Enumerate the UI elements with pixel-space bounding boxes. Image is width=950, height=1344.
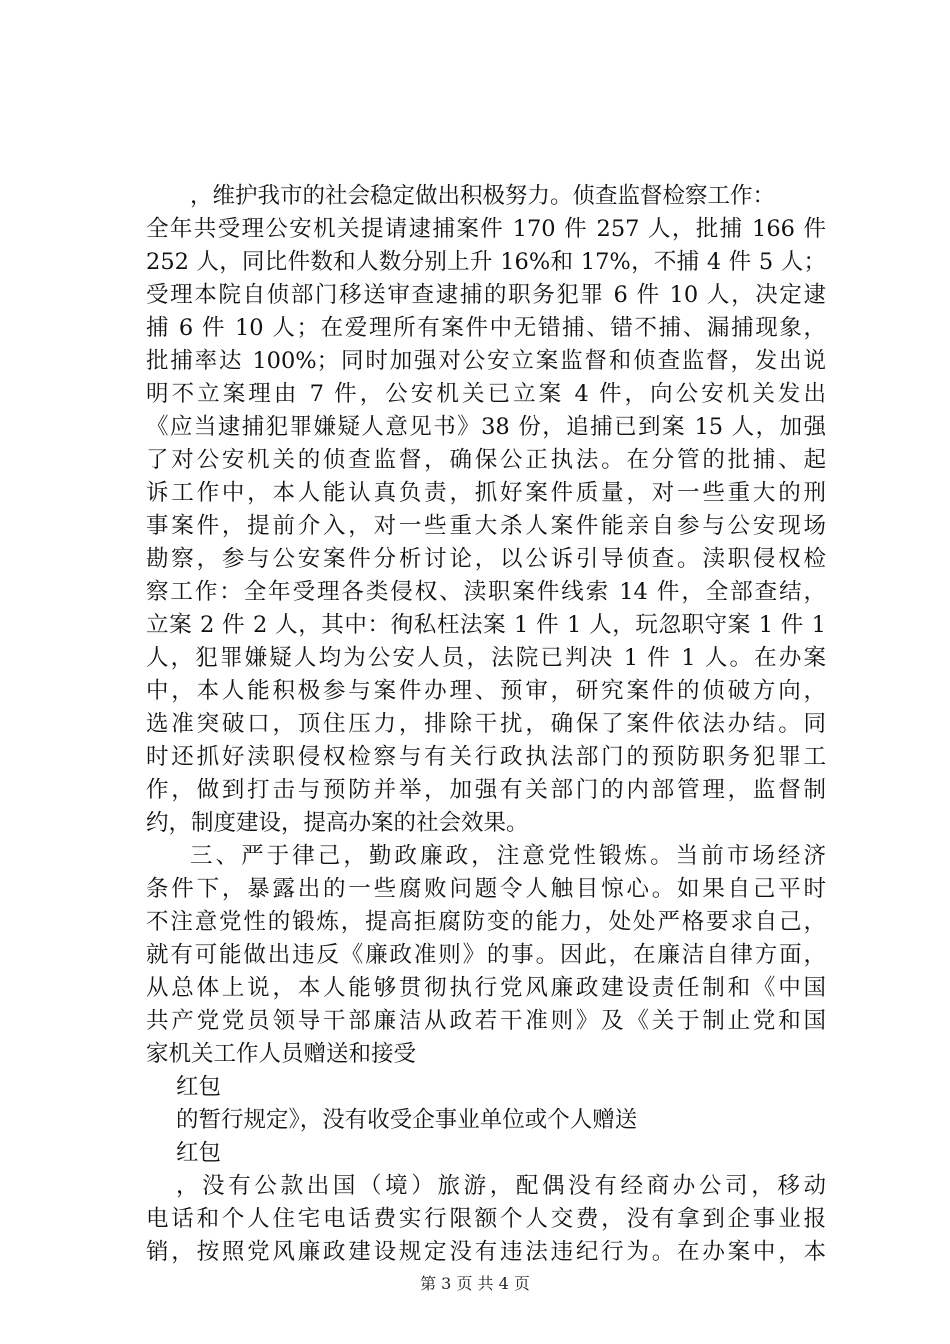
text-line: 约，制度建设，提高办案的社会效果。 (146, 810, 529, 836)
text-line: 选准突破口，顶住压力，排除干扰，确保了案件依法办结。同 (146, 711, 826, 737)
text-line: 的暂行规定》，没有收受企事业单位或个人赠送 (176, 1107, 638, 1133)
text-line: 红包 (176, 1140, 222, 1166)
text-line: ，维护我市的社会稳定做出积极努力。侦查监督检察工作： (190, 183, 776, 209)
text-line: 批捕率达 100%；同时加强对公安立案监督和侦查监督，发出说 (146, 348, 826, 374)
text-line: 从总体上说，本人能够贯彻执行党风廉政建设责任制和《中国 (146, 975, 826, 1001)
text-line: 不注意党性的锻炼，提高拒腐防变的能力，处处严格要求自己， (146, 909, 826, 935)
text-line: 事案件，提前介入，对一些重大杀人案件能亲自参与公安现场 (146, 513, 826, 539)
text-line: ，没有公款出国（境）旅游，配偶没有经商办公司，移动 (176, 1173, 826, 1199)
text-line: 时还抓好渎职侵权检察与有关行政执法部门的预防职务犯罪工 (146, 744, 826, 770)
text-line: 《应当逮捕犯罪嫌疑人意见书》38 份，追捕已到案 15 人，加强 (146, 414, 826, 440)
text-line: 勘察，参与公安案件分析讨论，以公诉引导侦查。渎职侵权检 (146, 546, 826, 572)
text-line: 中，本人能积极参与案件办理、预审，研究案件的侦破方向， (146, 678, 826, 704)
text-line: 受理本院自侦部门移送审查逮捕的职务犯罪 6 件 10 人，决定逮 (146, 282, 826, 308)
text-line: 条件下，暴露出的一些腐败问题令人触目惊心。如果自己平时 (146, 876, 826, 902)
text-line: 252 人，同比件数和人数分别上升 16%和 17%，不捕 4 件 5 人； (146, 249, 826, 275)
text-line: 共产党党员领导干部廉洁从政若干准则》及《关于制止党和国 (146, 1008, 826, 1034)
text-line: 销，按照党风廉政建设规定没有违法违纪行为。在办案中，本 (146, 1239, 826, 1265)
text-line: 作，做到打击与预防并举，加强有关部门的内部管理，监督制 (146, 777, 826, 803)
text-line: 电话和个人住宅电话费实行限额个人交费，没有拿到企事业报 (146, 1206, 826, 1232)
text-line: 捕 6 件 10 人；在爱理所有案件中无错捕、错不捕、漏捕现象， (146, 315, 826, 341)
text-line: 就有可能做出违反《廉政准则》的事。因此，在廉洁自律方面， (146, 942, 826, 968)
text-line: 全年共受理公安机关提请逮捕案件 170 件 257 人，批捕 166 件 (146, 216, 826, 242)
text-line: 明不立案理由 7 件，公安机关已立案 4 件，向公安机关发出 (146, 381, 826, 407)
text-line: 红包 (176, 1074, 222, 1100)
page-number-footer: 第 3 页 共 4 页 (420, 1274, 530, 1293)
text-line: 诉工作中，本人能认真负责，抓好案件质量，对一些重大的刑 (146, 480, 826, 506)
text-line: 家机关工作人员赠送和接受 (146, 1041, 417, 1067)
text-line: 人，犯罪嫌疑人均为公安人员，法院已判决 1 件 1 人。在办案 (146, 645, 826, 671)
text-line: 了对公安机关的侦查监督，确保公正执法。在分管的批捕、起 (146, 447, 826, 473)
text-line: 察工作：全年受理各类侵权、渎职案件线索 14 件，全部查结， (146, 579, 826, 605)
text-line: 立案 2 件 2 人，其中：徇私枉法案 1 件 1 人，玩忽职守案 1 件 1 (146, 612, 826, 638)
text-line: 三、严于律己，勤政廉政，注意党性锻炼。当前市场经济 (190, 843, 826, 869)
